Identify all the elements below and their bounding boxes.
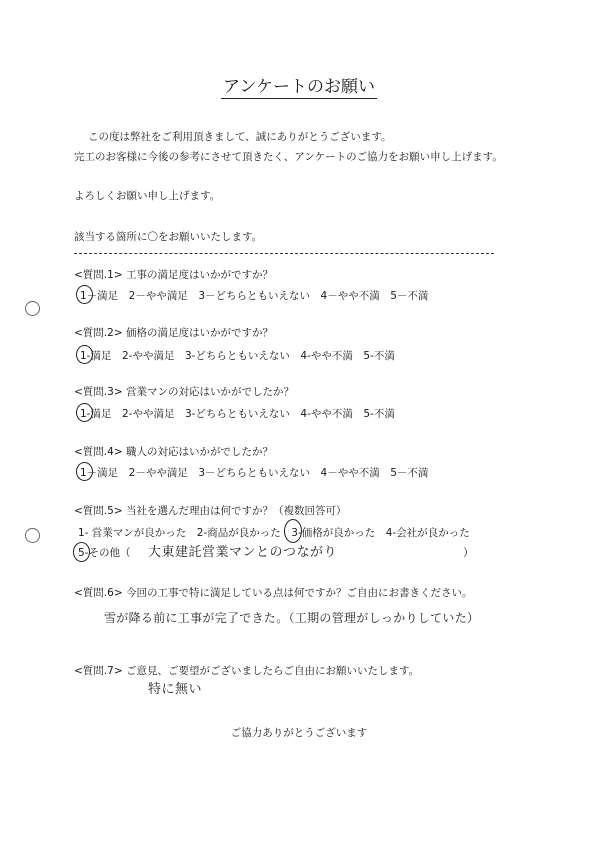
punch-hole-bottom xyxy=(25,528,40,543)
intro-line-1: この度は弊社をご利用頂きまして、誠にありがとうございます。 xyxy=(88,131,392,143)
question-3: <質問.3> 営業マンの対応はいかがでしたか？ xyxy=(74,386,294,398)
q5-other-close: ） xyxy=(463,546,474,559)
options-q4: 1－満足 2－やや満足 3－どちらともいえない 4－やや不満 5－不満 xyxy=(80,467,429,479)
q6-answer: 雪が降る前に工事が完了できた。（工期の管理がしっかりしていた） xyxy=(104,611,480,625)
q5-other-label: 5-その他（ xyxy=(78,547,131,559)
options-q5: 1- 営業マンが良かった 2-商品が良かった 3-価格が良かった 4-会社が良かった xyxy=(78,527,470,539)
intro-line-4: 該当する箇所に〇をお願いいたします。 xyxy=(74,231,263,243)
q7-answer: 特に無い xyxy=(148,682,203,697)
intro-line-2: 完工のお客様に今後の参考にさせて頂きたく、アンケートのご協力をお願い申し上げます。 xyxy=(74,151,503,163)
question-1: <質問.1> 工事の満足度はいかがですか？ xyxy=(74,269,273,281)
selection-circle-q5-price xyxy=(284,519,302,543)
options-q2: 1-満足 2-やや満足 3-どちらともいえない 4-やや不満 5-不満 xyxy=(80,350,395,362)
question-4: <質問.4> 職人の対応はいかがでしたか？ xyxy=(74,446,273,458)
question-5: <質問.5> 当社を選んだ理由は何ですか？（複数回答可） xyxy=(74,505,347,517)
intro-line-3: よろしくお願い申し上げます。 xyxy=(74,190,221,202)
closing-text: ご協力ありがとうございます xyxy=(230,727,368,739)
options-q3: 1-満足 2-やや満足 3-どちらともいえない 4-やや不満 5-不満 xyxy=(80,408,395,420)
punch-hole-top xyxy=(25,301,40,316)
options-q1: 1－満足 2－やや満足 3－どちらともいえない 4－やや不満 5－不満 xyxy=(80,290,429,302)
question-7: <質問.7> ご意見、ご要望がございましたらご自由にお願いいたします。 xyxy=(74,665,420,677)
dashed-divider xyxy=(74,253,494,254)
question-6: <質問.6> 今回の工事で特に満足している点は何ですか？ご自由にお書きください。 xyxy=(74,587,473,599)
q5-other-answer: 大東建託営業マンとのつながり xyxy=(148,545,338,560)
page-title: アンケートのお願い xyxy=(223,77,375,97)
question-2: <質問.2> 価格の満足度はいかがですか？ xyxy=(74,327,273,339)
